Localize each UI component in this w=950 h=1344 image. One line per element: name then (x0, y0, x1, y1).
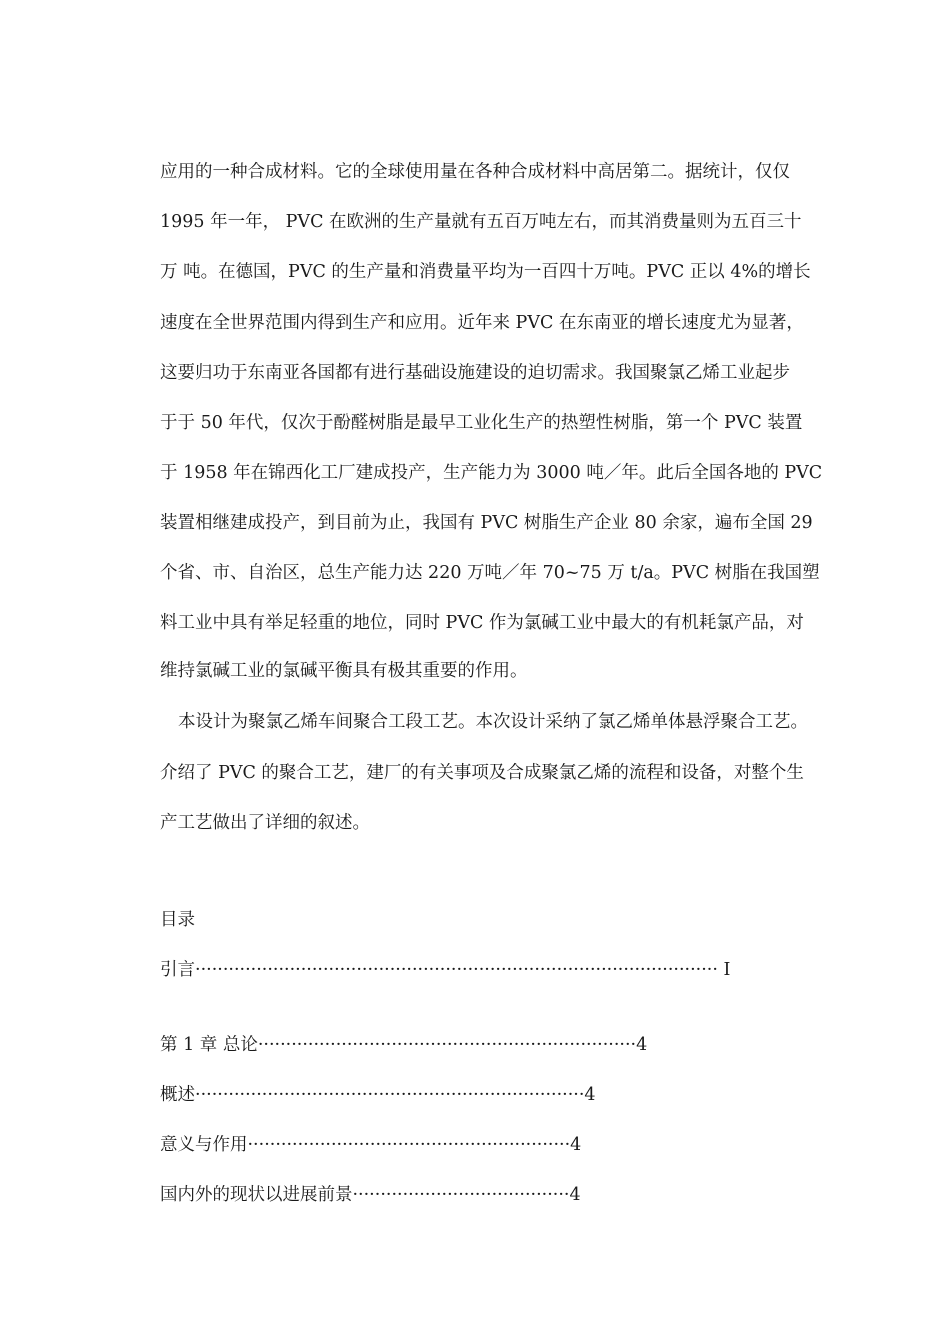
body-line-2: 1995 年一年， PVC 在欧洲的生产量就有五百万吨左右，而其消费量则为五百三十 (160, 212, 802, 232)
body-line-14: 产工艺做出了详细的叙述。 (160, 813, 370, 833)
toc-title: 目录 (160, 910, 195, 930)
body-line-3: 万 吨。在德国，PVC 的生产量和消费量平均为一百四十万吨。PVC 正以 4%的增长 (160, 262, 811, 282)
body-line-1: 应用的一种合成材料。它的全球使用量在各种合成材料中高居第二。据统计，仅仅 (160, 162, 790, 182)
body-line-6: 于于 50 年代，仅次于酚醛树脂是最早工业化生产的热塑性树脂，第一个 PVC 装置 (160, 413, 803, 433)
body-line-8: 装置相继建成投产，到目前为止，我国有 PVC 树脂生产企业 80 余家，遍布全国 29 (160, 513, 813, 533)
body-line-7: 于 1958 年在锦西化工厂建成投产，生产能力为 3000 吨／年。此后全国各地的 PVC (160, 463, 823, 483)
body-line-11: 维持氯碱工业的氯碱平衡具有极其重要的作用。 (160, 661, 528, 681)
body-line-4: 速度在全世界范围内得到生产和应用。近年来 PVC 在东南亚的增长速度尤为显著， (160, 313, 804, 333)
toc-entry-chapter-1[interactable]: 第 1 章 总论····································································4 (160, 1035, 648, 1055)
toc-entry-significance[interactable]: 意义与作用··························································4 (160, 1135, 582, 1155)
body-line-13: 介绍了 PVC 的聚合工艺，建厂的有关事项及合成聚氯乙烯的流程和设备，对整个生 (160, 763, 804, 783)
body-line-5: 这要归功于东南亚各国都有进行基础设施建设的迫切需求。我国聚氯乙烯工业起步 (160, 363, 790, 383)
body-line-10: 料工业中具有举足轻重的地位，同时 PVC 作为氯碱工业中最大的有机耗氯产品，对 (160, 613, 804, 633)
body-line-9: 个省、市、自治区，总生产能力达 220 万吨／年 70~75 万 t/a。PVC 树脂在我国塑 (160, 563, 820, 583)
toc-entry-intro[interactable]: 引言······························································································ Ⅰ (160, 960, 731, 980)
body-line-12: 本设计为聚氯乙烯车间聚合工段工艺。本次设计采纳了氯乙烯单体悬浮聚合工艺。 (178, 712, 808, 732)
toc-entry-status[interactable]: 国内外的现状以进展前景·······································4 (160, 1185, 581, 1205)
toc-entry-overview[interactable]: 概述······································································4 (160, 1085, 596, 1105)
